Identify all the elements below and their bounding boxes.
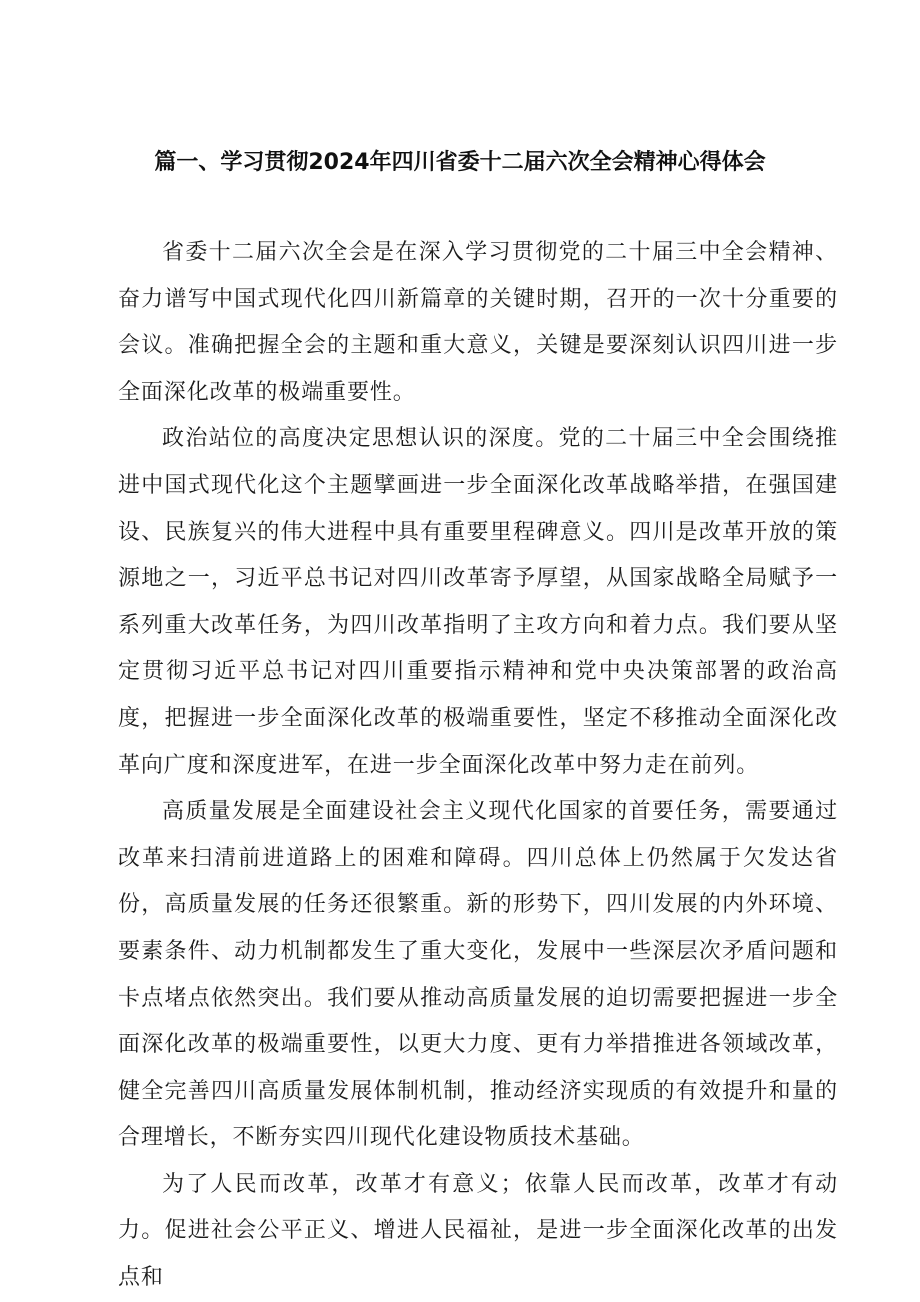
paragraph-3: 高质量发展是全面建设社会主义现代化国家的首要任务，需要通过改革来扫清前进道路上的困难和障碍。四川总体上仍然属于欠发达省份，高质量发展的任务还很繁重。新的形势下，四川发展的内外环境、要素条件、动力机制都发生了重大变化，发展中一些深层次矛盾问题和卡点堵点依然突出。我们要从推动高质量发展的迫切需要把握进一步全面深化改革的极端重要性，以更大力度、更有力举措推进各领域改革，健全完善四川高质量发展体制机制，推动经济实现质的有效提升和量的合理增长，不断夯实四川现代化建设物质技术基础。 [118,799,838,1151]
document-body [118,230,838,1302]
document-title: 篇一、学习贯彻2024年四川省委十二届六次全会精神心得体会 [154,150,766,175]
paragraph-2: 政治站位的高度决定思想认识的深度。党的二十届三中全会围绕推进中国式现代化这个主题擘画进一步全面深化改革战略举措，在强国建设、民族复兴的伟大进程中具有重要里程碑意义。四川是改革开放的策源地之一，习近平总书记对四川改革寄予厚望，从国家战略全局赋予一系列重大改革任务，为四川改革指明了主攻方向和着力点。我们要从坚定贯彻习近平总书记对四川重要指示精神和党中央决策部署的政治高度，把握进一步全面深化改革的极端重要性，坚定不移推动全面深化改革向广度和深度进军，在进一步全面深化改革中努力走在前列。 [118,426,838,778]
paragraph-1: 省委十二届六次全会是在深入学习贯彻党的二十届三中全会精神、奋力谱写中国式现代化四川新篇章的关键时期，召开的一次十分重要的会议。准确把握全会的主题和重大意义，关键是要深刻认识四川进一步全面深化改革的极端重要性。 [118,240,838,405]
paragraph-4: 为了人民而改革，改革才有意义；依靠人民而改革，改革才有动力。促进社会公平正义、增进人民福祉，是进一步全面深化改革的出发点和 [118,1171,838,1291]
